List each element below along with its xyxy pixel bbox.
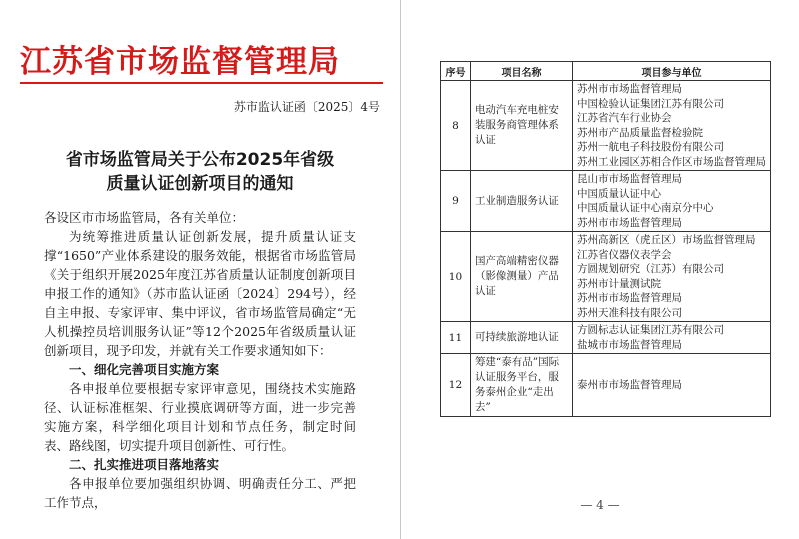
participant-unit: 苏州市产品质量监督检验院 bbox=[577, 126, 703, 139]
notice-body bbox=[44, 208, 356, 512]
participant-unit: 苏州市计量测试院 bbox=[577, 277, 661, 290]
right-page bbox=[401, 0, 799, 539]
section-2-heading: 二、扎实推进项目落地落实 bbox=[69, 457, 220, 472]
participant-units bbox=[573, 322, 771, 354]
participant-unit: 苏州一航电子科技股份有限公司 bbox=[577, 141, 724, 153]
letterhead: 江苏省市场监督管理局 bbox=[20, 44, 340, 80]
table-row bbox=[441, 322, 771, 354]
participant-units bbox=[573, 81, 771, 171]
participant-unit: 苏州市市场监督管理局 bbox=[577, 216, 682, 229]
participant-unit: 江苏省汽车行业协会 bbox=[577, 112, 672, 124]
table-header-row bbox=[441, 62, 771, 81]
participant-unit: 苏州高新区（虎丘区）市场监督管理局 bbox=[577, 234, 756, 246]
participant-units bbox=[573, 354, 771, 417]
participant-unit: 中国质量认证中心南京分中心 bbox=[577, 202, 714, 214]
red-divider-line bbox=[20, 82, 383, 84]
project-name: 电动汽车充电桩安装服务商管理体系认证 bbox=[470, 81, 572, 171]
title-line-2: 质量认证创新项目的通知 bbox=[106, 174, 294, 194]
salutation: 各设区市市场监管局，各有关单位： bbox=[44, 210, 245, 225]
row-number: 8 bbox=[441, 81, 471, 171]
section-2-paragraph: 各申报单位要加强组织协调、明确责任分工、严把工作节点， bbox=[44, 476, 356, 510]
header-participants: 项目参与单位 bbox=[573, 62, 771, 81]
section-1-paragraph: 各申报单位要根据专家评审意见，围绕技术实施路径、认证标准框架、行业摸底调研等方面，进一步完善实施方案，科学细化项目计划和节点任务，制定时间表、路线图，切实提升项目创新性、可行性。 bbox=[44, 381, 356, 453]
participant-units bbox=[573, 171, 771, 232]
participant-unit: 苏州市市场监督管理局 bbox=[577, 83, 682, 95]
participant-unit: 江苏省仪器仪表学会 bbox=[577, 248, 672, 261]
row-number: 12 bbox=[441, 354, 471, 417]
project-name: 国产高端精密仪器（影像测量）产品认证 bbox=[470, 232, 572, 322]
participant-unit: 盐城市市场监督管理局 bbox=[577, 338, 682, 351]
participant-unit: 方圆标志认证集团江苏有限公司 bbox=[577, 324, 724, 336]
page-number: — 4 — bbox=[580, 498, 620, 512]
project-name: 工业制造服务认证 bbox=[470, 171, 572, 232]
table-row bbox=[441, 232, 771, 322]
participant-unit: 方圆规划研究（江苏）有限公司 bbox=[577, 263, 724, 275]
participant-unit: 泰州市市场监督管理局 bbox=[577, 378, 682, 391]
participant-unit: 昆山市市场监督管理局 bbox=[577, 173, 682, 185]
section-1-heading: 一、细化完善项目实施方案 bbox=[69, 362, 220, 377]
project-table bbox=[440, 61, 771, 417]
header-project-name: 项目名称 bbox=[470, 62, 572, 81]
project-name: 可持续旅游地认证 bbox=[470, 322, 572, 354]
table-row bbox=[441, 81, 771, 171]
table-row bbox=[441, 171, 771, 232]
header-number: 序号 bbox=[441, 62, 471, 81]
participant-units bbox=[573, 232, 771, 322]
row-number: 10 bbox=[441, 232, 471, 322]
participant-unit: 中国质量认证中心 bbox=[577, 187, 661, 200]
project-name: 筹建“泰有品”国际认证服务平台，服务泰州企业“走出去” bbox=[470, 354, 572, 417]
notice-title bbox=[20, 148, 380, 196]
participant-unit: 苏州天准科技有限公司 bbox=[577, 306, 682, 319]
intro-paragraph: 为统筹推进质量认证创新发展，提升质量认证支撑“1650”产业体系建设的服务效能，根据省市场监管局《关于组织开展2025年度江苏省质量认证制度创新项目申报工作的通知》（苏市监认证函〔2024〕294号），经自主申报、专家评审、集中评议，省市场监管局确定“无人机操控员培训服务认证”等12个2025年省级质量认证创新项目，现予印发，并就有关工作要求通知如下： bbox=[44, 229, 356, 358]
table-row bbox=[441, 354, 771, 417]
participant-unit: 苏州市市场监督管理局 bbox=[577, 292, 682, 304]
title-line-1: 省市场监管局关于公布2025年省级 bbox=[65, 150, 335, 170]
row-number: 11 bbox=[441, 322, 471, 354]
document-number: 苏市监认证函〔2025〕4号 bbox=[233, 100, 380, 114]
row-number: 9 bbox=[441, 171, 471, 232]
participant-unit: 中国检验认证集团江苏有限公司 bbox=[577, 97, 724, 110]
participant-unit: 苏州工业园区苏相合作区市场监督管理局 bbox=[577, 155, 766, 168]
